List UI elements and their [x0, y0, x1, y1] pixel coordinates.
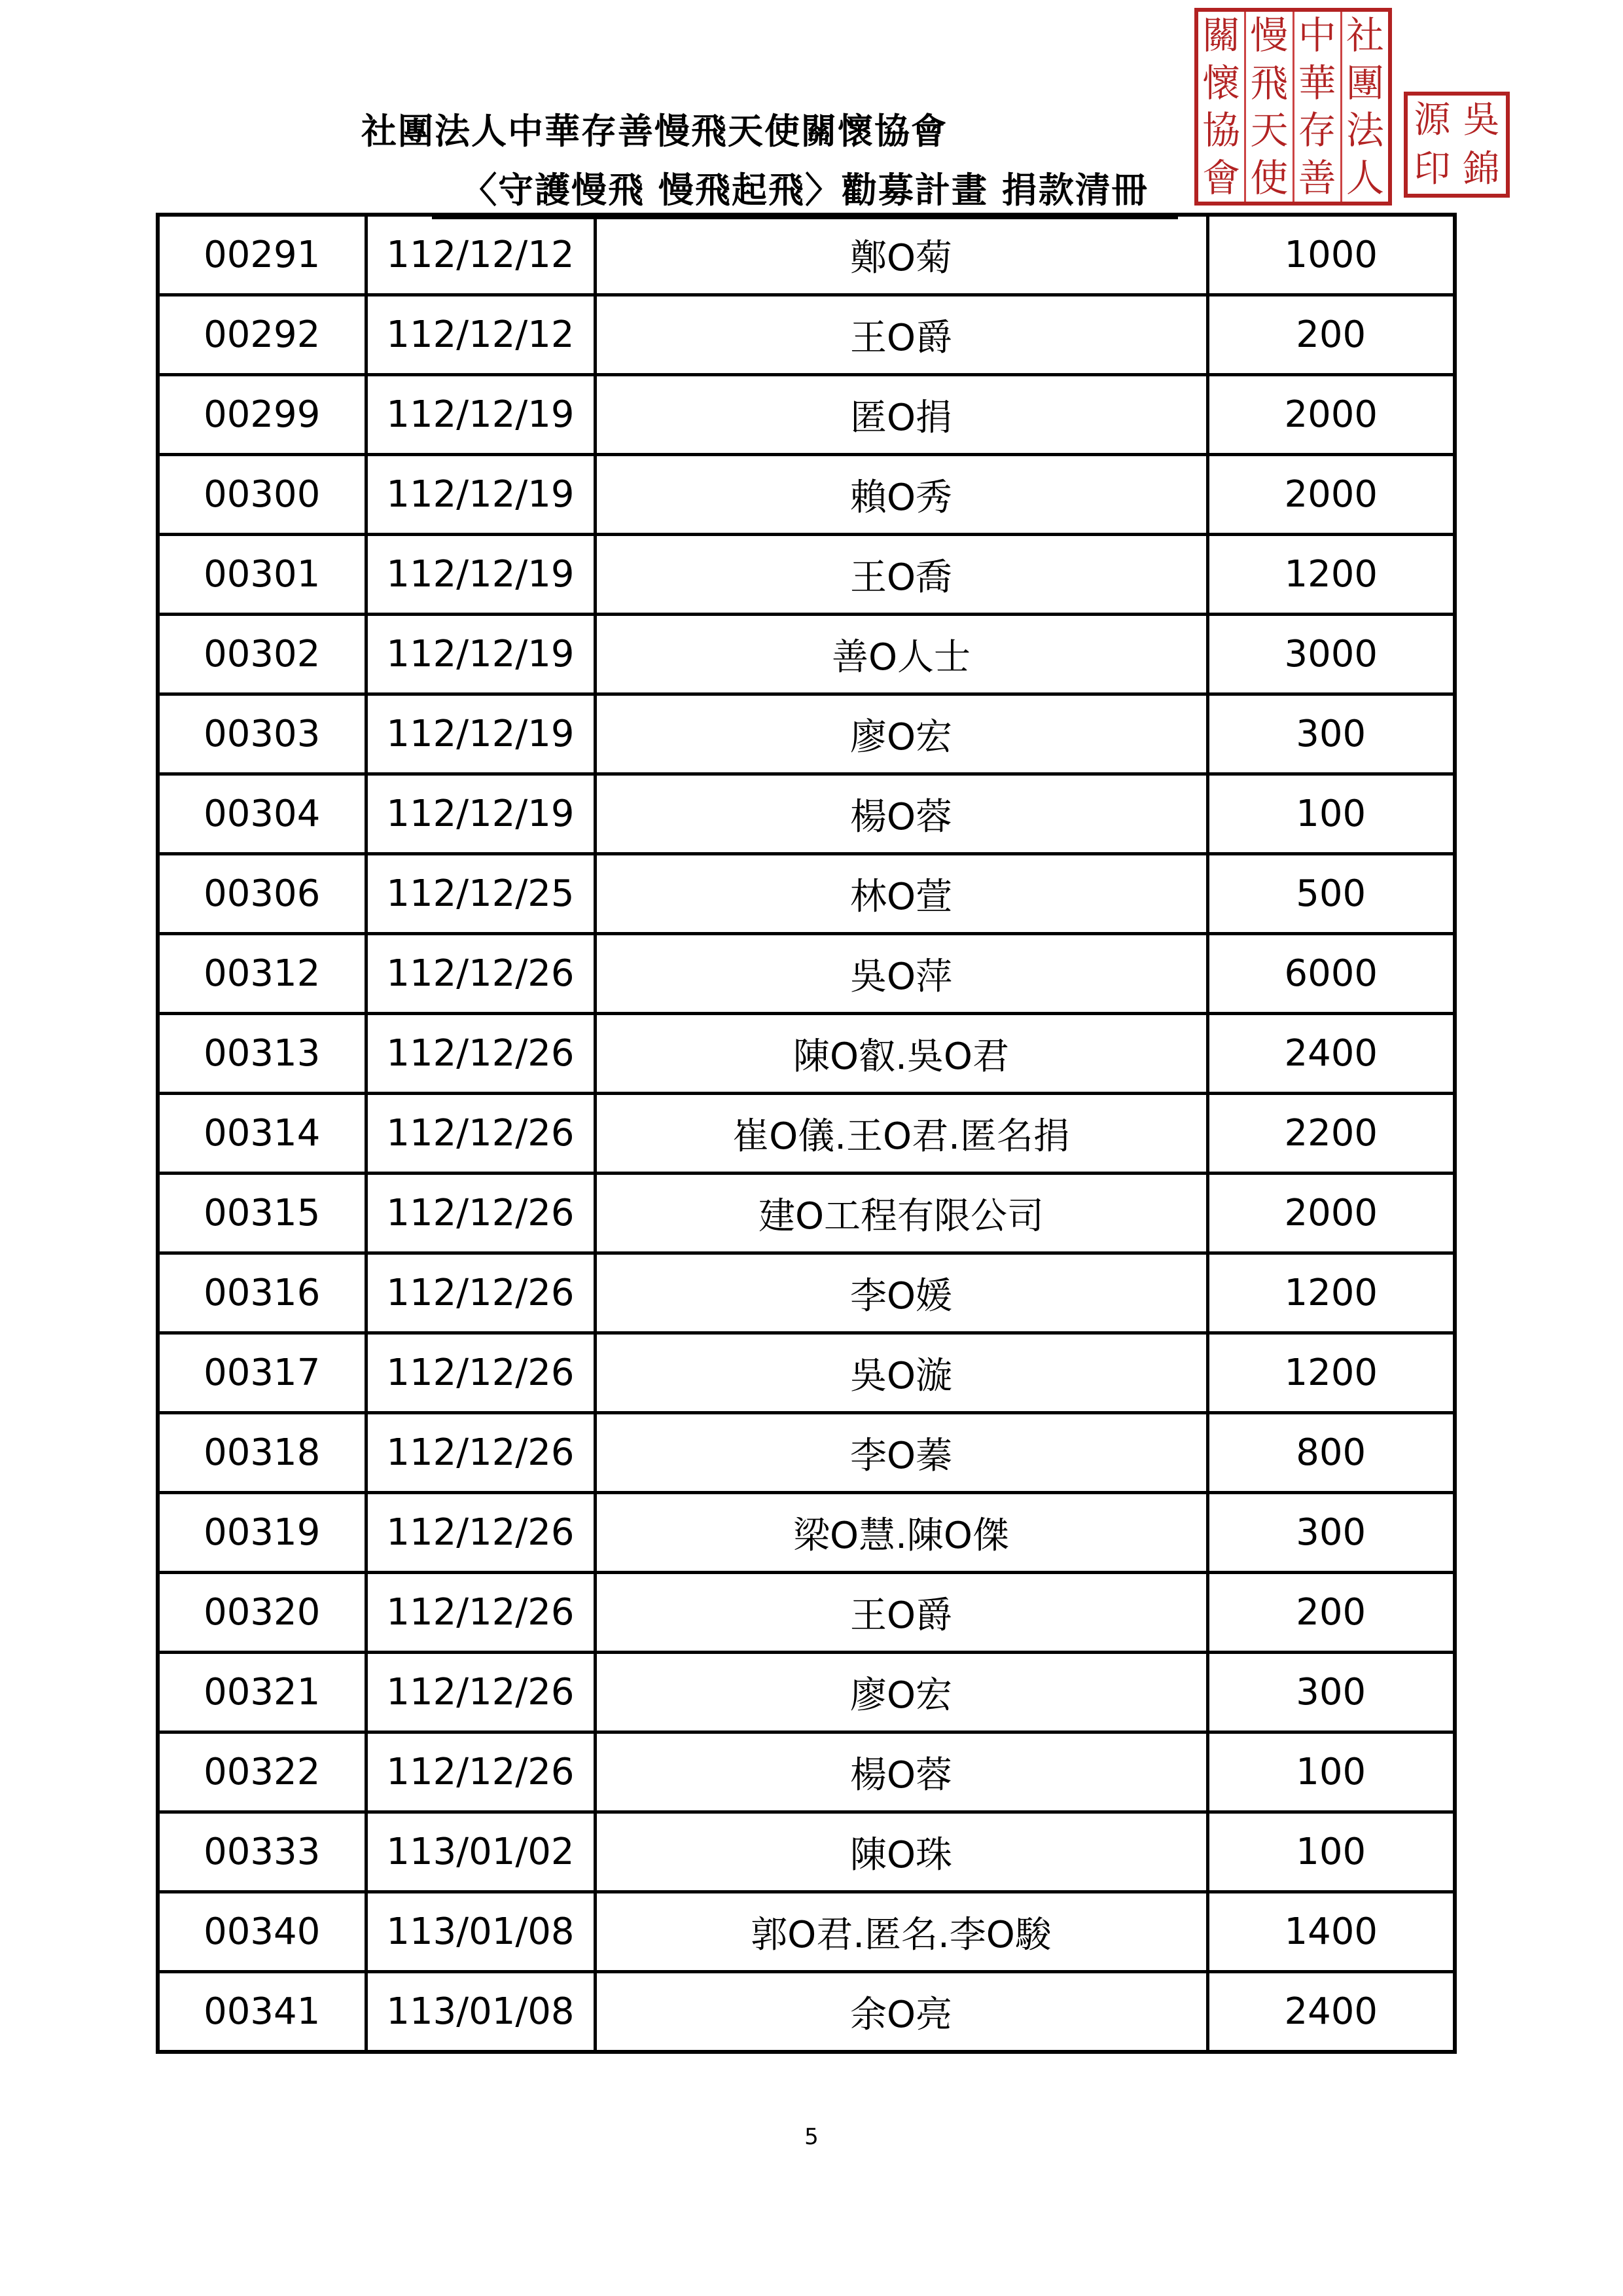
donation-amount-cell: 800 — [1207, 1413, 1455, 1493]
document-title: 社團法人中華存善慢飛天使關懷協會 — [361, 111, 948, 152]
donation-amount-cell: 6000 — [1207, 934, 1455, 1014]
donor-name-cell: 吳O漩 — [595, 1333, 1207, 1413]
donation-date-cell: 112/12/19 — [366, 615, 595, 694]
personal-seal — [1404, 92, 1510, 198]
donation-date-cell: 112/12/26 — [366, 1094, 595, 1174]
table-row — [158, 375, 1455, 455]
seal-character: 社 — [1346, 13, 1384, 58]
table-row — [158, 1493, 1455, 1573]
donation-amount-cell: 100 — [1207, 774, 1455, 854]
donation-date-cell: 112/12/19 — [366, 455, 595, 535]
donor-name-cell: 廖O宏 — [595, 694, 1207, 774]
seal-character: 會 — [1202, 155, 1241, 200]
seal-character: 人 — [1346, 155, 1384, 200]
table-row — [158, 694, 1455, 774]
donor-name-cell: 梁O慧.陳O傑 — [595, 1493, 1207, 1573]
donation-amount-cell: 2400 — [1207, 1014, 1455, 1094]
donation-date-cell: 112/12/26 — [366, 1493, 595, 1573]
donation-date-cell: 113/01/08 — [366, 1892, 595, 1972]
seal-character: 存 — [1298, 108, 1336, 153]
donation-date-cell: 113/01/08 — [366, 1972, 595, 2053]
table-row — [158, 1014, 1455, 1094]
donation-date-cell: 112/12/25 — [366, 854, 595, 934]
donor-name-cell: 善O人士 — [595, 615, 1207, 694]
donor-name-cell: 陳O叡.吳O君 — [595, 1014, 1207, 1094]
table-row — [158, 1892, 1455, 1972]
donor-name-cell: 李O媛 — [595, 1253, 1207, 1333]
donation-amount-cell: 300 — [1207, 1493, 1455, 1573]
donation-date-cell: 113/01/02 — [366, 1812, 595, 1892]
receipt-number-cell: 00318 — [158, 1413, 366, 1493]
table-row — [158, 1812, 1455, 1892]
seal-column — [1457, 96, 1506, 194]
seal-character: 錦 — [1463, 147, 1500, 190]
donation-amount-cell: 500 — [1207, 854, 1455, 934]
receipt-number-cell: 00304 — [158, 774, 366, 854]
receipt-number-cell: 00314 — [158, 1094, 366, 1174]
receipt-number-cell: 00291 — [158, 215, 366, 295]
receipt-number-cell: 00300 — [158, 455, 366, 535]
seal-column — [1198, 12, 1244, 202]
seal-character: 天 — [1250, 108, 1289, 153]
receipt-number-cell: 00302 — [158, 615, 366, 694]
receipt-number-cell: 00322 — [158, 1732, 366, 1812]
document-subtitle: 〈守護慢飛 慢飛起飛〉勸募計畫 捐款清冊 — [432, 162, 1178, 219]
donation-date-cell: 112/12/26 — [366, 934, 595, 1014]
table-row — [158, 1094, 1455, 1174]
donation-amount-cell: 200 — [1207, 1573, 1455, 1653]
donor-name-cell: 陳O珠 — [595, 1812, 1207, 1892]
table-row — [158, 1333, 1455, 1413]
donation-amount-cell: 2200 — [1207, 1094, 1455, 1174]
donation-date-cell: 112/12/19 — [366, 375, 595, 455]
donation-amount-cell: 2000 — [1207, 455, 1455, 535]
personal-seal-columns — [1408, 96, 1506, 194]
receipt-number-cell: 00312 — [158, 934, 366, 1014]
seal-character: 華 — [1298, 60, 1336, 105]
seal-character: 關 — [1202, 13, 1241, 58]
donor-name-cell: 林O萱 — [595, 854, 1207, 934]
seal-character: 協 — [1202, 108, 1241, 153]
seal-character: 飛 — [1250, 60, 1289, 105]
donation-amount-cell: 100 — [1207, 1732, 1455, 1812]
association-seal-columns — [1198, 12, 1388, 202]
donor-name-cell: 余O亮 — [595, 1972, 1207, 2053]
table-row — [158, 1732, 1455, 1812]
receipt-number-cell: 00333 — [158, 1812, 366, 1892]
donation-date-cell: 112/12/26 — [366, 1413, 595, 1493]
donor-name-cell: 王O爵 — [595, 295, 1207, 375]
donor-name-cell: 匿O捐 — [595, 375, 1207, 455]
table-row — [158, 1413, 1455, 1493]
donor-name-cell: 賴O秀 — [595, 455, 1207, 535]
table-row — [158, 934, 1455, 1014]
donor-name-cell: 李O蓁 — [595, 1413, 1207, 1493]
donation-date-cell: 112/12/26 — [366, 1653, 595, 1732]
donation-amount-cell: 2400 — [1207, 1972, 1455, 2053]
seal-character: 善 — [1298, 155, 1336, 200]
table-row — [158, 455, 1455, 535]
seal-column — [1293, 12, 1340, 202]
donor-name-cell: 楊O蓉 — [595, 774, 1207, 854]
donation-date-cell: 112/12/26 — [366, 1253, 595, 1333]
receipt-number-cell: 00315 — [158, 1174, 366, 1253]
seal-character: 吳 — [1463, 98, 1500, 141]
donation-amount-cell: 300 — [1207, 694, 1455, 774]
donation-amount-cell: 1200 — [1207, 1333, 1455, 1413]
donation-amount-cell: 1200 — [1207, 1253, 1455, 1333]
donor-name-cell: 王O喬 — [595, 535, 1207, 615]
donation-date-cell: 112/12/26 — [366, 1573, 595, 1653]
seal-character: 源 — [1414, 98, 1451, 141]
seal-character: 中 — [1298, 13, 1336, 58]
receipt-number-cell: 00306 — [158, 854, 366, 934]
donation-amount-cell: 100 — [1207, 1812, 1455, 1892]
donation-date-cell: 112/12/19 — [366, 774, 595, 854]
seal-character: 法 — [1346, 108, 1384, 153]
donation-date-cell: 112/12/26 — [366, 1014, 595, 1094]
donor-name-cell: 廖O宏 — [595, 1653, 1207, 1732]
seal-character: 使 — [1250, 155, 1289, 200]
donation-date-cell: 112/12/12 — [366, 215, 595, 295]
donor-name-cell: 郭O君.匿名.李O駿 — [595, 1892, 1207, 1972]
donation-date-cell: 112/12/12 — [366, 295, 595, 375]
seal-character: 印 — [1414, 147, 1451, 190]
donation-date-cell: 112/12/26 — [366, 1732, 595, 1812]
receipt-number-cell: 00320 — [158, 1573, 366, 1653]
receipt-number-cell: 00301 — [158, 535, 366, 615]
seal-character: 懷 — [1202, 60, 1241, 105]
donor-name-cell: 王O爵 — [595, 1573, 1207, 1653]
receipt-number-cell: 00292 — [158, 295, 366, 375]
page-number: 5 — [804, 2124, 819, 2150]
table-row — [158, 1253, 1455, 1333]
table-row — [158, 1653, 1455, 1732]
donation-amount-cell: 1200 — [1207, 535, 1455, 615]
table-row — [158, 1573, 1455, 1653]
donor-name-cell: 建O工程有限公司 — [595, 1174, 1207, 1253]
receipt-number-cell: 00299 — [158, 375, 366, 455]
donation-amount-cell: 1400 — [1207, 1892, 1455, 1972]
donor-name-cell: 鄭O菊 — [595, 215, 1207, 295]
table-row — [158, 774, 1455, 854]
association-seal — [1194, 8, 1392, 206]
receipt-number-cell: 00321 — [158, 1653, 366, 1732]
receipt-number-cell: 00313 — [158, 1014, 366, 1094]
donor-name-cell: 楊O蓉 — [595, 1732, 1207, 1812]
seal-column — [1408, 96, 1457, 194]
receipt-number-cell: 00319 — [158, 1493, 366, 1573]
seal-character: 團 — [1346, 60, 1384, 105]
donor-name-cell: 崔O儀.王O君.匿名捐 — [595, 1094, 1207, 1174]
donation-date-cell: 112/12/26 — [366, 1174, 595, 1253]
donation-date-cell: 112/12/19 — [366, 535, 595, 615]
receipt-number-cell: 00340 — [158, 1892, 366, 1972]
donation-ledger-table — [156, 213, 1457, 2054]
table-row — [158, 615, 1455, 694]
donation-amount-cell: 200 — [1207, 295, 1455, 375]
table-row — [158, 854, 1455, 934]
receipt-number-cell: 00316 — [158, 1253, 366, 1333]
table-row — [158, 295, 1455, 375]
donor-name-cell: 吳O萍 — [595, 934, 1207, 1014]
donation-amount-cell: 2000 — [1207, 1174, 1455, 1253]
donation-date-cell: 112/12/26 — [366, 1333, 595, 1413]
seal-character: 慢 — [1250, 13, 1289, 58]
donation-amount-cell: 3000 — [1207, 615, 1455, 694]
ledger-body — [158, 215, 1455, 2052]
receipt-number-cell: 00303 — [158, 694, 366, 774]
seal-column — [1340, 12, 1388, 202]
table-row — [158, 215, 1455, 295]
donation-amount-cell: 1000 — [1207, 215, 1455, 295]
table-row — [158, 535, 1455, 615]
seal-column — [1244, 12, 1292, 202]
donation-amount-cell: 300 — [1207, 1653, 1455, 1732]
receipt-number-cell: 00317 — [158, 1333, 366, 1413]
donation-amount-cell: 2000 — [1207, 375, 1455, 455]
table-row — [158, 1174, 1455, 1253]
table-row — [158, 1972, 1455, 2053]
receipt-number-cell: 00341 — [158, 1972, 366, 2053]
donation-date-cell: 112/12/19 — [366, 694, 595, 774]
